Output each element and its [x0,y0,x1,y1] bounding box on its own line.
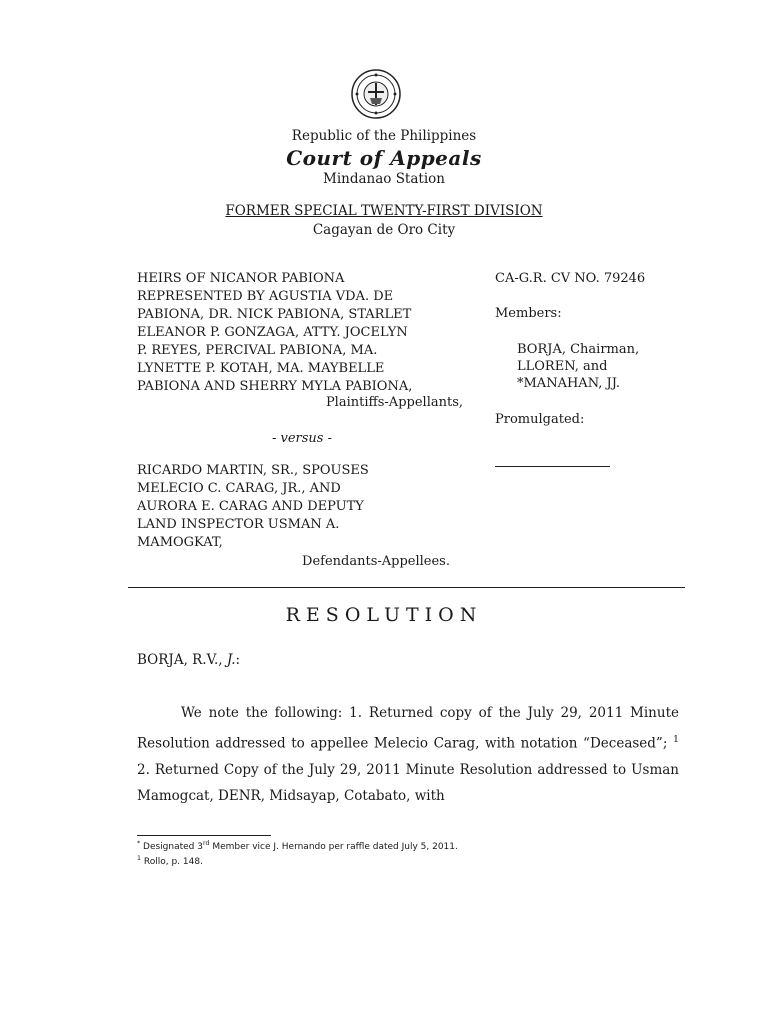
fn1-sup: rd [202,840,210,847]
plaintiff-line: ELEANOR P. GONZAGA, ATTY. JOCELYN [137,325,408,340]
versus-label: - versus - [271,431,333,446]
plaintiff-line: PABIONA, DR. NICK PABIONA, STARLET [137,307,412,322]
member3-name: *MANAHAN, [517,376,607,391]
plaintiff-line: HEIRS OF NICANOR PABIONA [137,271,345,286]
division-text: FORMER SPECIAL TWENTY-FIRST DIVISION [225,203,543,219]
header-station: Mindanao Station [323,171,445,187]
plaintiffs-block [137,270,467,396]
header-city: Cagayan de Oro City [312,222,456,238]
footnote-rule [137,835,271,836]
body-paragraph [137,700,679,810]
defendant-line: MAMOGKAT, [137,535,223,550]
ponente-end: : [235,652,241,668]
plaintiff-line: PABIONA AND SHERRY MYLA PABIONA, [137,379,413,394]
defendant-line: AURORA E. CARAG AND DEPUTY [137,499,364,514]
member-manahan [517,375,620,393]
plaintiff-line: LYNETTE P. KOTAH, MA. MAYBELLE [137,361,385,376]
member3-end: . [615,376,621,391]
document-title: RESOLUTION [285,604,483,626]
member-borja: BORJA, Chairman, [517,342,640,357]
header-republic: Republic of the Philippines [291,128,477,144]
plaintiff-line: REPRESENTED BY AGUSTIA VDA. DE [137,289,394,304]
fn2-mark: 1 [137,855,142,862]
ponente-suffix: J. [226,652,236,668]
footnote-1 [137,840,458,852]
fn1-text-b: Member vice J. Hernando per raffle dated July 5, 2011. [209,842,458,852]
defendant-line: LAND INSPECTOR USMAN A. [137,517,340,532]
member3-jj: JJ [606,376,616,391]
fn2-text: Rollo, p. 148. [141,857,203,867]
fn1-mark: * [137,840,141,847]
fn1-text-a: Designated 3 [140,842,203,852]
ponente-name: BORJA, R.V., [137,652,227,668]
defendant-line: MELECIO C. CARAG, JR., AND [137,481,341,496]
defendant-line: RICARDO MARTIN, SR., SPOUSES [137,463,369,478]
caption-divider [128,587,685,588]
defendants-block [137,462,467,552]
members-label: Members: [495,306,562,321]
plaintiffs-role: Plaintiffs-Appellants, [325,395,463,410]
promulgated-signature-line [495,466,610,467]
header-division [0,203,768,219]
court-seal-icon [350,68,402,120]
member-lloren: LLOREN, and [517,359,608,374]
body-part1: We note the following: 1. Returned copy of the July 29, 2011 Minute Resolution addressed to appellee Melecio Carag, with notation “Deceased”; [137,705,679,751]
footnote-2 [137,855,203,867]
body-part2: 2. Returned Copy of the July 29, 2011 Minute Resolution addressed to Usman Mamogcat, DENR, Midsayap, Cotabato, with [137,761,679,804]
promulgated-label: Promulgated: [495,412,585,427]
case-number: CA-G.R. CV NO. 79246 [495,271,646,286]
defendants-role: Defendants-Appellees. [302,554,450,569]
ponente [137,652,240,668]
footnote-ref: 1 [672,733,679,745]
plaintiff-line: P. REYES, PERCIVAL PABIONA, MA. [137,343,378,358]
header-court: Court of Appeals [286,146,482,170]
